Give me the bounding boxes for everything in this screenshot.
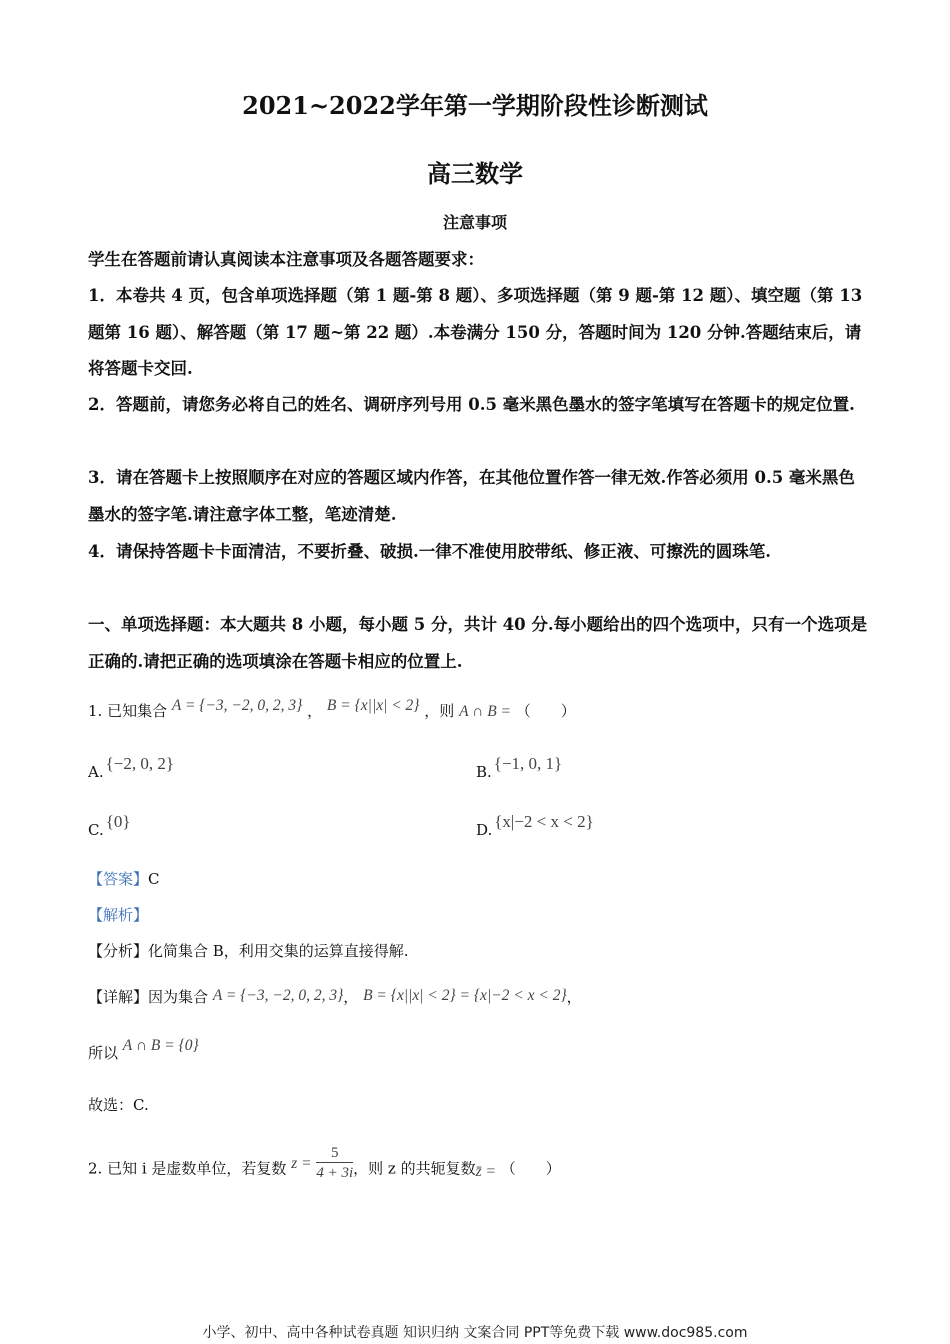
q1-fenxi (88, 940, 409, 961)
q1-option-d (476, 812, 594, 840)
notice-heading: 注意事项 (442, 213, 507, 232)
fenxi-tag: 【分析】 (88, 942, 149, 960)
q1-expr: A ∩ B = (459, 703, 512, 720)
detail-set-b: B = {x||x| < 2} = {x|−2 < x < 2} (363, 987, 567, 1004)
analysis-tag: 【解析】 (88, 906, 149, 924)
q1-choose: 故选：C. (88, 1096, 149, 1114)
so-expr: A ∩ B = {0} (122, 1037, 199, 1054)
q1-detail (88, 986, 582, 1007)
q2-mid: ，则 z 的共轭复数 (353, 1159, 476, 1178)
option-value: {0} (105, 812, 131, 831)
q1-answer (88, 868, 160, 889)
q1-option-b (476, 754, 563, 782)
q2-z-eq: z = (291, 1154, 312, 1172)
q1-so (88, 1037, 199, 1063)
option-value: {−2, 0, 2} (105, 754, 175, 773)
exam-subject: 高三数学 (427, 159, 523, 188)
detail-end: ， (566, 988, 582, 1006)
q2-zbar: z̄ = (475, 1162, 496, 1180)
detail-pre: 因为集合 (148, 988, 209, 1006)
page-footer: 小学、初中、高中各种试卷真题 知识归纳 文案合同 PPT等免费下载 www.doc985.com (202, 1325, 748, 1341)
q1-set-a: A = {−3, −2, 0, 2, 3} (171, 697, 303, 714)
q2-prefix: 2. 已知 i 是虚数单位，若复数 (88, 1159, 287, 1178)
question-1-stem (88, 697, 576, 721)
notice-item-3: 3．请在答题卡上按照顺序在对应的答题区域内作答，在其他位置作答一律无效.作答必须用 0.5 毫米黑色墨水的签字笔.请注意字体工整，笔迹清楚. (88, 468, 855, 524)
q2-fraction (316, 1144, 353, 1183)
notice-intro: 学生在答题前请认真阅读本注意事项及各题答题要求： (88, 250, 484, 269)
q2-numerator: 5 (316, 1144, 353, 1163)
q1-prefix: 1. 已知集合 (88, 702, 168, 720)
notice-item-1: 1．本卷共 4 页，包含单项选择题（第 1 题-第 8 题）、多项选择题（第 9 题-第 12 题）、填空题（第 13 题第 16 题）、解答题（第 17 题~第 22 题）.本卷满分 150 分，答题时间为 120 分钟.答题结束后，请将答题卡交回. (88, 286, 863, 378)
detail-set-a: A = {−3, −2, 0, 2, 3} (212, 987, 344, 1004)
option-value: {x|−2 < x < 2} (494, 812, 594, 831)
so-label: 所以 (88, 1044, 119, 1062)
answer-value: C (148, 870, 160, 888)
option-label: C. (88, 821, 104, 839)
option-label: D. (476, 821, 493, 839)
q2-blank: （ ） (500, 1159, 561, 1178)
option-label: A. (88, 763, 104, 781)
q1-blank: （ ） (515, 702, 576, 720)
option-label: B. (476, 763, 492, 781)
notice-item-4: 4．请保持答题卡卡面清洁，不要折叠、破损.一律不准使用胶带纸、修正液、可擦洗的圆珠笔. (88, 542, 771, 561)
q1-set-b: B = {x||x| < 2} (326, 697, 420, 714)
notice-item-2: 2．答题前，请您务必将自己的姓名、调研序列号用 0.5 毫米黑色墨水的签字笔填写在答题卡的规定位置. (88, 395, 855, 414)
exam-title: 2021~2022学年第一学期阶段性诊断测试 (242, 91, 708, 120)
q1-option-a (88, 754, 175, 782)
q2-denominator: 4 + 3i (316, 1165, 354, 1181)
detail-sep: ， (343, 988, 359, 1006)
q1-option-c (88, 812, 131, 840)
question-2-stem (88, 1145, 561, 1189)
q1-then: ，则 (424, 702, 455, 720)
q1-analysis-tag (88, 904, 148, 925)
answer-tag: 【答案】 (88, 870, 149, 888)
fenxi-text: 化简集合 B，利用交集的运算直接得解. (148, 942, 409, 960)
option-value: {−1, 0, 1} (493, 754, 563, 773)
section-1-heading: 一、单项选择题：本大题共 8 小题，每小题 5 分，共计 40 分.每小题给出的四个选项中，只有一个选项是正确的.请把正确的选项填涂在答题卡相应的位置上. (88, 615, 868, 671)
detail-tag: 【详解】 (88, 988, 149, 1006)
q1-comma: ， (307, 702, 323, 720)
